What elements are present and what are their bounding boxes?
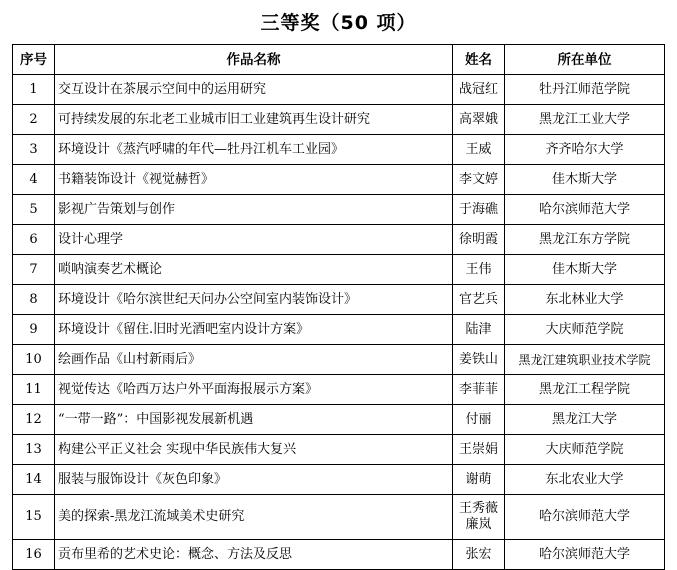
affiliation: 哈尔滨师范大学 (505, 495, 665, 540)
table-row (13, 225, 665, 255)
table-row (13, 540, 665, 570)
author-name: 姜铁山 (453, 345, 505, 375)
author-name: 于海礁 (453, 195, 505, 225)
row-number: 9 (13, 315, 55, 345)
work-title: 构建公平正义社会 实现中华民族伟大复兴 (55, 435, 453, 465)
author-name: 王崇娟 (453, 435, 505, 465)
table-row (13, 375, 665, 405)
affiliation: 佳木斯大学 (505, 165, 665, 195)
author-name: 李菲菲 (453, 375, 505, 405)
author-name: 战冠红 (453, 75, 505, 105)
author-name: 高翠娥 (453, 105, 505, 135)
table-row (13, 255, 665, 285)
author-names (453, 495, 505, 540)
table-row (13, 345, 665, 375)
affiliation: 哈尔滨师范大学 (505, 540, 665, 570)
work-title: “一带一路”：中国影视发展新机遇 (55, 405, 453, 435)
table-header-row (13, 45, 665, 75)
work-title: 服装与服饰设计《灰色印象》 (55, 465, 453, 495)
affiliation: 大庆师范学院 (505, 315, 665, 345)
column-header-name: 姓名 (453, 45, 505, 75)
column-header-unit: 所在单位 (505, 45, 665, 75)
work-title: 书籍装饰设计《视觉赫哲》 (55, 165, 453, 195)
author-name: 徐明霞 (453, 225, 505, 255)
row-number: 1 (13, 75, 55, 105)
row-number: 11 (13, 375, 55, 405)
affiliation: 黑龙江东方学院 (505, 225, 665, 255)
row-number: 5 (13, 195, 55, 225)
row-number: 15 (13, 495, 55, 540)
author-name: 王秀薇 (458, 501, 498, 516)
row-number: 3 (13, 135, 55, 165)
row-number: 4 (13, 165, 55, 195)
row-number: 8 (13, 285, 55, 315)
row-number: 16 (13, 540, 55, 570)
work-title: 设计心理学 (55, 225, 453, 255)
affiliation: 牡丹江师范学院 (505, 75, 665, 105)
affiliation: 黑龙江工业大学 (505, 105, 665, 135)
author-name: 李文婷 (453, 165, 505, 195)
table-row (13, 105, 665, 135)
column-header-work: 作品名称 (55, 45, 453, 75)
author-name: 廉岚 (465, 517, 492, 532)
table-row (13, 285, 665, 315)
awards-table (12, 44, 665, 570)
table-row (13, 195, 665, 225)
work-title: 环境设计《留住.旧时光酒吧室内设计方案》 (55, 315, 453, 345)
author-name: 付丽 (453, 405, 505, 435)
affiliation: 佳木斯大学 (505, 255, 665, 285)
row-number: 13 (13, 435, 55, 465)
work-title: 视觉传达《哈西万达户外平面海报展示方案》 (55, 375, 453, 405)
work-title: 环境设计《蒸汽呼啸的年代—牡丹江机车工业园》 (55, 135, 453, 165)
table-row (13, 465, 665, 495)
row-number: 6 (13, 225, 55, 255)
author-name: 张宏 (453, 540, 505, 570)
row-number: 14 (13, 465, 55, 495)
author-name: 王威 (453, 135, 505, 165)
author-name: 官艺兵 (453, 285, 505, 315)
work-title: 贡布里希的艺术史论：概念、方法及反思 (55, 540, 453, 570)
table-row (13, 435, 665, 465)
author-name: 谢萌 (453, 465, 505, 495)
row-number: 12 (13, 405, 55, 435)
row-number: 10 (13, 345, 55, 375)
affiliation: 黑龙江大学 (505, 405, 665, 435)
author-name: 王伟 (453, 255, 505, 285)
table-row (13, 405, 665, 435)
affiliation: 黑龙江建筑职业技术学院 (505, 345, 665, 375)
page-title: 三等奖（50 项） (260, 12, 417, 34)
affiliation: 东北林业大学 (505, 285, 665, 315)
work-title: 美的探索-黑龙江流域美术史研究 (55, 495, 453, 540)
affiliation: 黑龙江工程学院 (505, 375, 665, 405)
affiliation: 齐齐哈尔大学 (505, 135, 665, 165)
work-title: 环境设计《哈尔滨世纪天问办公空间室内装饰设计》 (55, 285, 453, 315)
table-row (13, 75, 665, 105)
work-title: 交互设计在茶展示空间中的运用研究 (55, 75, 453, 105)
affiliation: 哈尔滨师范大学 (505, 195, 665, 225)
row-number: 7 (13, 255, 55, 285)
table-row (13, 495, 665, 540)
work-title: 唢呐演奏艺术概论 (55, 255, 453, 285)
affiliation: 大庆师范学院 (505, 435, 665, 465)
column-header-no: 序号 (13, 45, 55, 75)
row-number: 2 (13, 105, 55, 135)
affiliation: 东北农业大学 (505, 465, 665, 495)
work-title: 影视广告策划与创作 (55, 195, 453, 225)
author-name: 陆津 (453, 315, 505, 345)
table-row (13, 315, 665, 345)
table-row (13, 135, 665, 165)
work-title: 绘画作品《山村新雨后》 (55, 345, 453, 375)
table-row (13, 165, 665, 195)
work-title: 可持续发展的东北老工业城市旧工业建筑再生设计研究 (55, 105, 453, 135)
